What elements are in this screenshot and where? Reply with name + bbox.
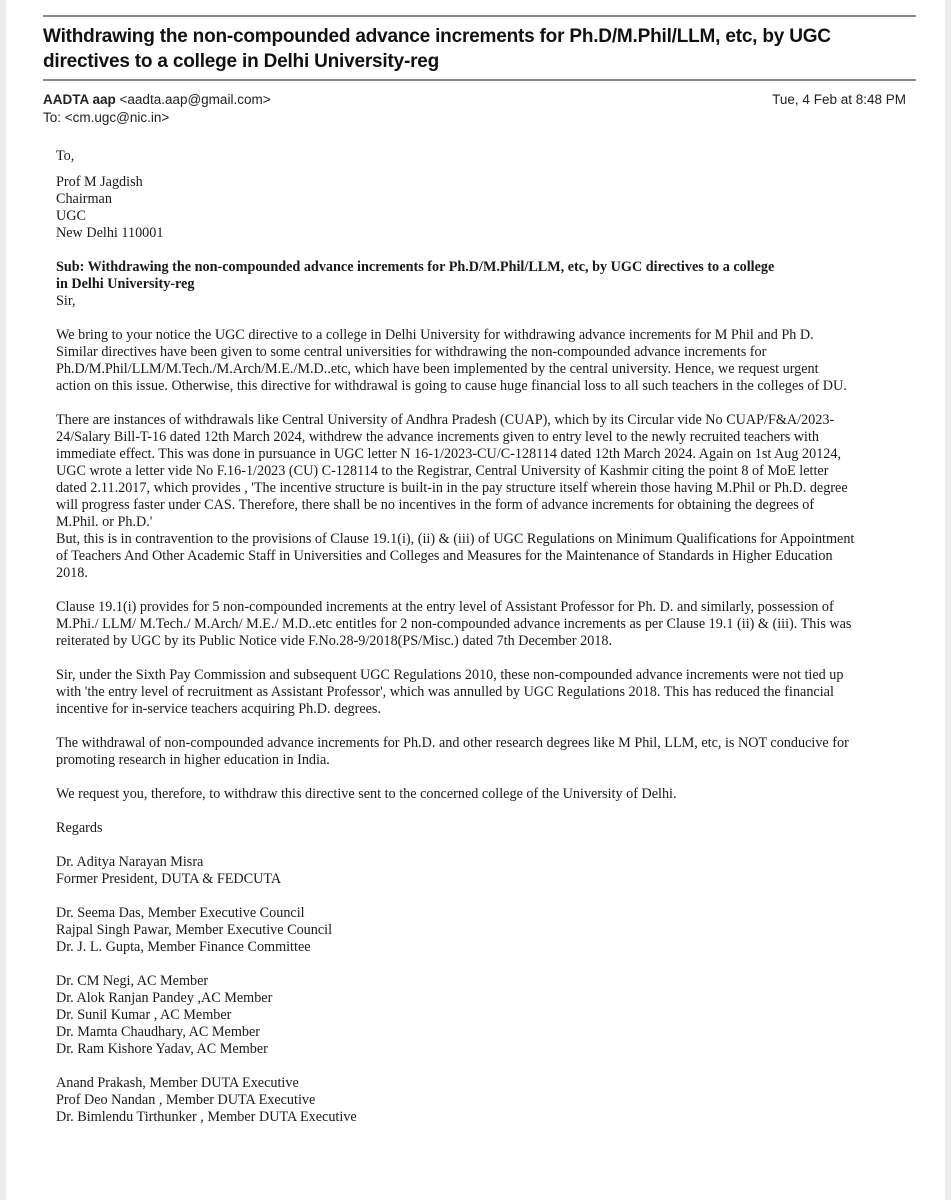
- paragraph-line: 2018.: [56, 565, 88, 581]
- subject-line-block-line: Sub: Withdrawing the non-compounded advance increments for Ph.D/M.Phil/LLM, etc, by UGC directives to a college: [56, 259, 775, 275]
- signatory-group: [56, 854, 936, 888]
- paragraph-line: of Teachers And Other Academic Staff in Universities and Colleges and Measures for the Maintenance of Standards in Higher Education: [56, 548, 833, 564]
- paragraph-line: M.Phil. or Ph.D.': [56, 514, 153, 530]
- subject-line-block: [56, 259, 936, 293]
- signatory-group-line: Prof Deo Nandan , Member DUTA Executive: [56, 1092, 316, 1108]
- paragraph: [56, 667, 936, 718]
- paragraph-line: with 'the entry level of recruitment as Assistant Professor', which was annulled by UGC Regulations 2018. This has reduced the financial: [56, 684, 834, 700]
- email-meta: [43, 91, 906, 127]
- paragraph-line: Sir, under the Sixth Pay Commission and subsequent UGC Regulations 2010, these non-compounded advance increments were not tied up: [56, 667, 844, 683]
- signatory-group-line: Dr. Ram Kishore Yadav, AC Member: [56, 1041, 268, 1057]
- signatory-group-line: Dr. Mamta Chaudhary, AC Member: [56, 1024, 260, 1040]
- paragraph-line: incentive for in-service teachers acquiring Ph.D. degrees.: [56, 701, 381, 717]
- letter-body: [56, 148, 936, 1143]
- signatory-group-line: Dr. Seema Das, Member Executive Council: [56, 905, 305, 921]
- page-edge-left: [0, 0, 6, 1200]
- paragraph-line: UGC wrote a letter vide No F.16-1/2023 (CU) C-128114 to the Registrar, Central University of Kashmir citing the point 8 of MoE letter: [56, 463, 829, 479]
- signatory-group-line: Dr. Aditya Narayan Misra: [56, 854, 204, 870]
- recipient[interactable]: To: <cm.ugc@nic.in>: [43, 110, 170, 125]
- signatory-group-line: Anand Prakash, Member DUTA Executive: [56, 1075, 299, 1091]
- paragraph-line: promoting research in higher education in India.: [56, 752, 330, 768]
- paragraph: [56, 412, 936, 582]
- email-subject: [43, 24, 903, 74]
- email-date: Tue, 4 Feb at 8:48 PM: [772, 92, 906, 107]
- paragraph: [56, 735, 936, 769]
- paragraph-line: The withdrawal of non-compounded advance increments for Ph.D. and other research degrees like M Phil, LLM, etc, is NOT conducive for: [56, 735, 849, 751]
- paragraph-line: dated 2.11.2017, which provides , 'The incentive structure is built-in in the pay structure itself wherein those having M.Phil or Ph.D. degree: [56, 480, 848, 496]
- addressee: [56, 174, 936, 242]
- paragraph-line: We request you, therefore, to withdraw this directive sent to the concerned college of the University of Delhi.: [56, 786, 677, 802]
- signatory-group-line: Dr. Sunil Kumar , AC Member: [56, 1007, 232, 1023]
- paragraph: [56, 327, 936, 395]
- sender-name[interactable]: AADTA aap: [43, 92, 116, 107]
- paragraph-line: But, this is in contravention to the provisions of Clause 19.1(i), (ii) & (iii) of UGC Regulations on Minimum Qualifications for Appointment: [56, 531, 855, 547]
- signatory-group-line: Dr. Bimlendu Tirthunker , Member DUTA Executive: [56, 1109, 357, 1125]
- paragraph-line: reiterated by UGC by its Public Notice vide F.No.28-9/2018(PS/Misc.) dated 7th December 2018.: [56, 633, 613, 649]
- subject-line: directives to a college in Delhi University-reg: [43, 51, 440, 72]
- sender-email[interactable]: <aadta.aap@gmail.com>: [119, 92, 271, 107]
- page-edge-right: [945, 0, 951, 1200]
- paragraph: [56, 599, 936, 650]
- salutation-to: [56, 148, 936, 165]
- paragraph: [56, 820, 936, 837]
- paragraph-line: Clause 19.1(i) provides for 5 non-compounded increments at the entry level of Assistant Professor for Ph. D. and similarly, possession of: [56, 599, 834, 615]
- addressee-line: Prof M Jagdish: [56, 174, 143, 190]
- signatory-group-line: Former President, DUTA & FEDCUTA: [56, 871, 282, 887]
- signatory-group: [56, 973, 936, 1058]
- addressee-line: New Delhi 110001: [56, 225, 164, 241]
- signatory-group-line: Dr. CM Negi, AC Member: [56, 973, 209, 989]
- salutation-to-line: To,: [56, 148, 75, 164]
- paragraph-line: Regards: [56, 820, 103, 836]
- paragraph-line: will progress faster under CAS. Therefore, there shall be no incentives in the form of advance increments for obtaining the degrees of: [56, 497, 815, 513]
- greeting-line: Sir,: [56, 293, 76, 309]
- signatory-group: [56, 905, 936, 956]
- paragraph-line: immediate effect. This was done in pursuance in UGC letter N 16-1/2023-CU/C-128114 dated 12th March 2024. Again on 1st Aug 20124,: [56, 446, 842, 462]
- subject-line-block-line: in Delhi University-reg: [56, 276, 195, 292]
- paragraph-line: Similar directives have been given to some central universities for withdrawing the non-compounded advance increments for: [56, 344, 767, 360]
- paragraph-line: action on this issue. Otherwise, this directive for withdrawal is going to cause huge financial loss to all such teachers in the colleges of DU.: [56, 378, 847, 394]
- paragraph: [56, 786, 936, 803]
- addressee-line: UGC: [56, 208, 86, 224]
- signatory-group-line: Dr. J. L. Gupta, Member Finance Committee: [56, 939, 311, 955]
- paragraph-line: There are instances of withdrawals like Central University of Andhra Pradesh (CUAP), which by its Circular vide No CUAP/F&A/2023-: [56, 412, 835, 428]
- signatory-group-line: Rajpal Singh Pawar, Member Executive Council: [56, 922, 333, 938]
- signatory-group-line: Dr. Alok Ranjan Pandey ,AC Member: [56, 990, 273, 1006]
- greeting: [56, 293, 936, 310]
- addressee-line: Chairman: [56, 191, 112, 207]
- paragraph-line: 24/Salary Bill-T-16 dated 12th March 2024, withdrew the advance increments given to entry level to the newly recruited teachers with: [56, 429, 819, 445]
- paragraph-line: M.Phi./ LLM/ M.Tech./ M.Arch/ M.E./ M.D..etc entitles for 2 non-compounded advance increments as per Clause 19.1 (ii) & (iii). This was: [56, 616, 852, 632]
- subject-line: Withdrawing the non-compounded advance increments for Ph.D/M.Phil/LLM, etc, by UGC: [43, 26, 831, 47]
- signatory-group: [56, 1075, 936, 1126]
- header-divider-top: [43, 15, 916, 17]
- paragraph-line: We bring to your notice the UGC directive to a college in Delhi University for withdrawing advance increments for M Phil and Ph D.: [56, 327, 814, 343]
- header-divider-bottom: [43, 79, 916, 81]
- paragraph-line: Ph.D/M.Phil/LLM/M.Tech./M.Arch/M.E./M.D..etc, which have been implemented by the central university. Hence, we request urgent: [56, 361, 819, 377]
